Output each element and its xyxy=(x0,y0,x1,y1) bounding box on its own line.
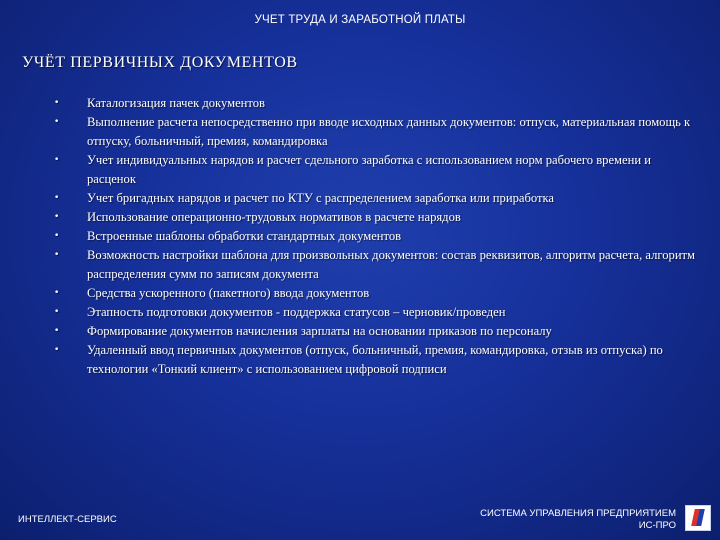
list-item xyxy=(54,94,700,113)
bullet-icon: • xyxy=(54,250,60,260)
list-item xyxy=(54,208,700,227)
slide-header-title: УЧЕТ ТРУДА И ЗАРАБОТНОЙ ПЛАТЫ xyxy=(254,14,466,26)
list-item-text: Удаленный ввод первичных документов (отпуск, больничный, премия, командировка, отзыв из отпуска) по технологии «Тонкий клиент» с использованием цифровой подписи xyxy=(87,343,663,376)
list-item xyxy=(54,189,700,208)
list-item-text: Выполнение расчета непосредственно при вводе исходных данных документов: отпуск, материальная помощь к отпуску, больничный, премия, командировка xyxy=(87,115,691,148)
bullet-icon: • xyxy=(54,117,60,127)
company-logo-icon xyxy=(685,505,711,531)
list-item xyxy=(54,303,700,322)
list-item-text: Учет бригадных нарядов и расчет по КТУ с распределением заработка или приработка xyxy=(87,191,555,205)
list-item-text: Этапность подготовки документов - поддержка статусов – черновик/проведен xyxy=(87,305,506,319)
footer-company-name: ИНТЕЛЛЕКТ-СЕРВИС xyxy=(18,514,117,525)
list-item xyxy=(54,227,700,246)
bullet-icon: • xyxy=(54,326,60,336)
list-item-text: Каталогизация пачек документов xyxy=(87,96,265,110)
list-item xyxy=(54,246,700,284)
list-item-text: Средства ускоренного (пакетного) ввода документов xyxy=(87,286,370,300)
bullet-icon: • xyxy=(54,345,60,355)
bullet-icon: • xyxy=(54,155,60,165)
list-item-text: Учет индивидуальных нарядов и расчет сдельного заработка с использованием норм рабочего времени и расценок xyxy=(87,153,651,186)
list-item xyxy=(54,151,700,189)
list-item-text: Встроенные шаблоны обработки стандартных документов xyxy=(87,229,402,243)
bullet-icon: • xyxy=(54,98,60,108)
bullet-icon: • xyxy=(54,212,60,222)
footer-product-name xyxy=(416,508,676,532)
footer-product-line-2: ИС-ПРО xyxy=(638,520,676,531)
list-item xyxy=(54,341,700,379)
bullet-icon: • xyxy=(54,307,60,317)
bullet-icon: • xyxy=(54,231,60,241)
list-item xyxy=(54,113,700,151)
list-item xyxy=(54,322,700,341)
footer-product-line-1: СИСТЕМА УПРАВЛЕНИЯ ПРЕДПРИЯТИЕМ xyxy=(480,508,676,519)
list-item-text: Использование операционно-трудовых нормативов в расчете нарядов xyxy=(87,210,461,224)
bullet-icon: • xyxy=(54,193,60,203)
bullet-list xyxy=(54,94,700,379)
list-item-text: Формирование документов начисления зарплаты на основании приказов по персоналу xyxy=(87,324,552,338)
bullet-icon: • xyxy=(54,288,60,298)
list-item-text: Возможность настройки шаблона для произвольных документов: состав реквизитов, алгоритм расчета, алгоритм распределения сумм по записям документа xyxy=(87,248,696,281)
list-item xyxy=(54,284,700,303)
slide-heading: УЧЁТ ПЕРВИЧНЫХ ДОКУМЕНТОВ xyxy=(22,54,298,71)
